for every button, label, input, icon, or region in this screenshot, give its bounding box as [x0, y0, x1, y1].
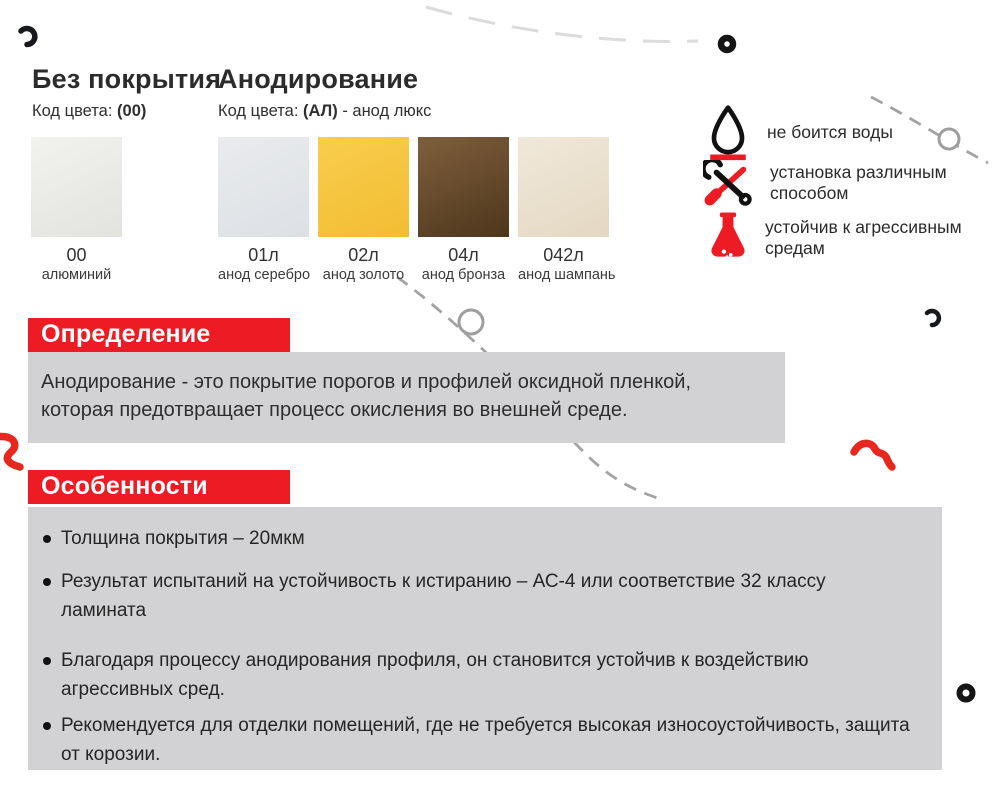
feature-bullet: Результат испытаний на устойчивость к истиранию – АС-4 или соответствие 32 классу ламината: [43, 567, 922, 625]
swatch-name: анод серебро: [218, 267, 311, 283]
swatch-code: 042л: [543, 245, 584, 265]
uncoated-header: [32, 64, 221, 121]
swatch-code: 04л: [448, 245, 479, 265]
swatch-name: анод бронза: [421, 267, 506, 283]
benefit-text: устойчив к агрессивным средам: [765, 217, 962, 258]
features-list: [28, 507, 942, 769]
bullet-dot: [43, 578, 51, 586]
swatch-item-02l: [318, 137, 409, 283]
feature-bullet: Рекомендуется для отделки помещений, где не требуется высокая износоустойчивость, защита от корозии.: [43, 711, 922, 769]
bullet-dot: [43, 657, 51, 665]
swatch-code: 02л: [348, 245, 379, 265]
benefit-row-water: [706, 103, 964, 161]
swatch-name: анод шампань: [518, 267, 616, 283]
color-swatch-02l: [318, 137, 409, 237]
feature-bullet: Благодаря процессу анодирования профиля, он становится устойчив к воздействию агрессивных сред.: [43, 646, 922, 704]
swatch-name: анод золото: [322, 267, 405, 283]
benefit-text: установка различным способом: [770, 162, 947, 203]
water-drop-icon: [706, 103, 750, 161]
feature-bullet: Толщина покрытия – 20мкм: [43, 524, 922, 553]
features-box: [28, 507, 942, 770]
features-heading: Особенности: [28, 470, 290, 504]
definition-box: [28, 352, 785, 443]
definition-text: Анодирование - это покрытие порогов и профилей оксидной пленкой, которая предотвращает процесс окисления во внешней среде.: [41, 371, 692, 421]
swatch-name: алюминий: [41, 267, 112, 283]
color-swatch-01l: [218, 137, 309, 237]
bullet-dot: [43, 535, 51, 543]
anodizing-title: Анодирование: [218, 64, 419, 94]
swatch-code: 00: [66, 245, 87, 265]
color-swatch-042l: [518, 137, 609, 237]
swatch-code: 01л: [248, 245, 279, 265]
bullet-dot: [43, 722, 51, 730]
benefit-row-installation: [703, 160, 967, 206]
color-swatch-00: [31, 137, 122, 237]
uncoated-title: Без покрытия: [32, 64, 222, 94]
tools-icon: [703, 160, 753, 206]
swatch-item-042l: [518, 137, 616, 283]
definition-heading: Определение: [28, 318, 290, 352]
uncoated-color-code: Код цвета: (00): [32, 102, 147, 120]
flask-icon: [708, 211, 748, 265]
swatch-item-01l: [218, 137, 309, 283]
benefit-row-chemical: [708, 211, 962, 265]
color-swatch-04l: [418, 137, 509, 237]
swatch-item-04l: [418, 137, 509, 283]
benefit-text: не боится воды: [767, 121, 893, 142]
anodizing-header: [218, 64, 431, 121]
anodizing-color-code: Код цвета: (АЛ) - анод люкс: [218, 102, 432, 120]
swatch-item-00: [31, 137, 122, 283]
